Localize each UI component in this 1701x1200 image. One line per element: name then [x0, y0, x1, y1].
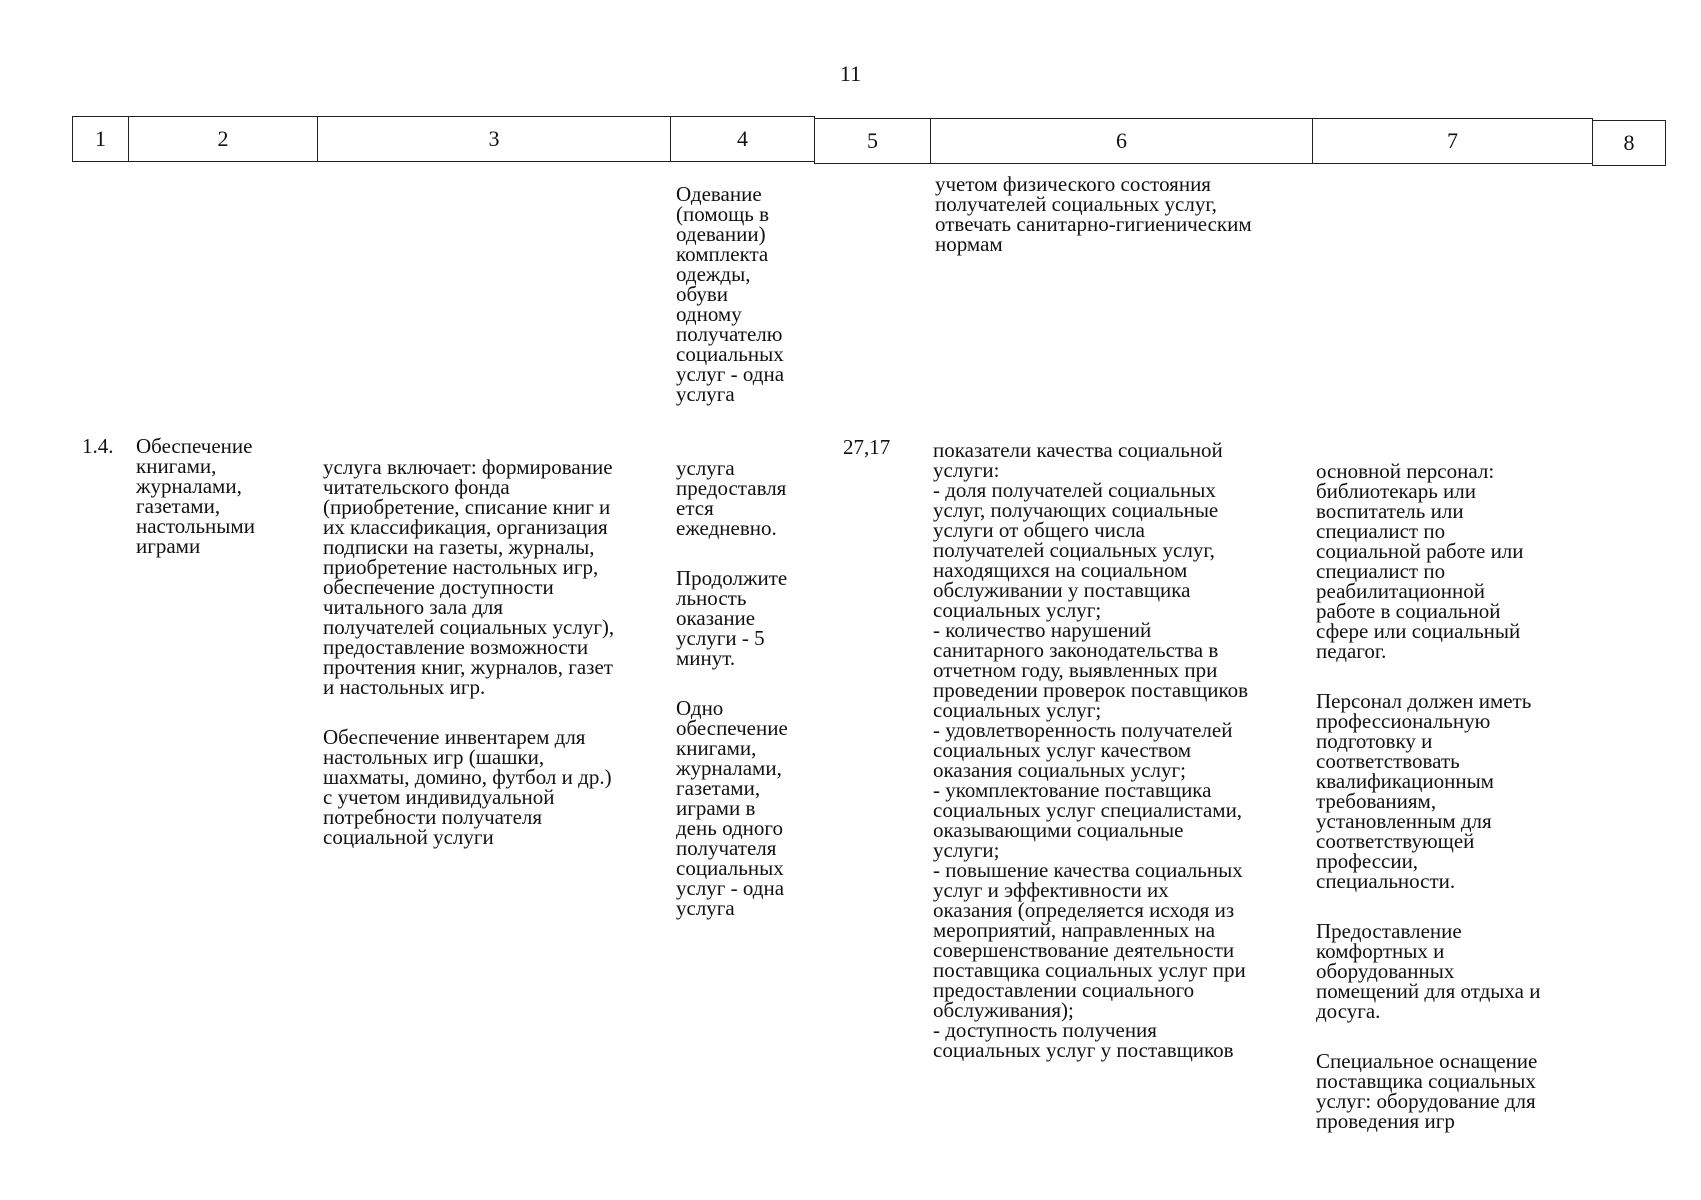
row1-number: 1.4.	[82, 434, 114, 458]
header-col-8: 8	[1592, 120, 1666, 166]
header-col-6: 6	[930, 118, 1313, 164]
header-col-2: 2	[128, 116, 318, 162]
row1-col7-paragraph: основной персонал: библиотекарь или воспитатель или специалист по социальной работе или специалист по реабилитационной работе в социальной сфере или социальный педагог.	[1316, 459, 1524, 663]
row1-quality-indicators: показатели качества социальной услуги: - доля получателей социальных услуг, получающих социальные услуги от общего числа получателей социальных услуг, находящихся на социальном обслуживании у поставщика социальных услуг; - количество нарушений санитарного законодательства в отчетном году, выявленных при проведении проверок поставщиков социальных услуг; - удовлетворенность получателей социальных услуг качеством оказания социальных услуг; - укомплектование поставщика социальных услуг специалистами, оказывающими социальные услуги; - повышение качества социальных услуг и эффективности их оказания (определяется исходя из мероприятий, направленных на совершенствование деятельности поставщика социальных услуг при предоставлении социального обслуживания); - доступность получения социальных услуг у поставщиков	[933, 438, 1249, 1062]
row1-col4-paragraph: Одно обеспечение книгами, журналами, газетами, играми в день одного получателя социальных услуг - одна услуга	[676, 696, 788, 920]
row0-col6-text: учетом физического состояния получателей социальных услуг, отвечать санитарно-гигиеническим нормам	[935, 172, 1252, 256]
header-col-1: 1	[72, 116, 129, 162]
header-col-4: 4	[670, 116, 815, 162]
row1-col4-paragraph: услуга предоставля ется ежедневно.	[676, 456, 787, 540]
row1-col7	[1316, 441, 1596, 1161]
row1-col7-paragraph: Специальное оснащение поставщика социальных услуг: оборудование для проведения игр	[1316, 1049, 1538, 1133]
header-col-7: 7	[1312, 118, 1593, 164]
row1-col3-paragraph: Обеспечение инвентарем для настольных игр (шашки, шахматы, домино, футбол и др.) с учетом индивидуальной потребности получателя социальной услуги	[323, 725, 612, 849]
page-number: 11	[839, 61, 862, 86]
row0-col4-paragraph: Одевание (помощь в одевании) комплекта одежды, обуви одному получателю социальных услуг - одна услуга	[676, 182, 785, 406]
row1-col3-paragraph: услуга включает: формирование читательского фонда (приобретение, списание книг и их классификация, организация подписки на газеты, журналы, приобретение настольных игр, обеспечение доступности читального зала для получателей социальных услуг), предоставление возможности прочтения книг, журналов, газет и настольных игр.	[323, 455, 615, 699]
row1-col4	[676, 438, 816, 948]
row1-col7-paragraph: Персонал должен иметь профессиональную подготовку и соответствовать квалификационным требованиям, установленным для соответствующей профессии, специальности.	[1316, 689, 1532, 893]
header-col-5: 5	[814, 118, 931, 164]
row1-col4-paragraph: Продолжите льность оказание услуги - 5 минут.	[676, 566, 788, 670]
row1-service-name: Обеспечение книгами, журналами, газетами, настольными играми	[136, 434, 255, 558]
row1-col7-paragraph: Предоставление комфортных и оборудованных помещений для отдыха и досуга.	[1316, 919, 1541, 1023]
row1-col3	[323, 437, 675, 877]
row1-tariff: 27,17	[843, 435, 891, 459]
header-col-3: 3	[317, 116, 671, 162]
